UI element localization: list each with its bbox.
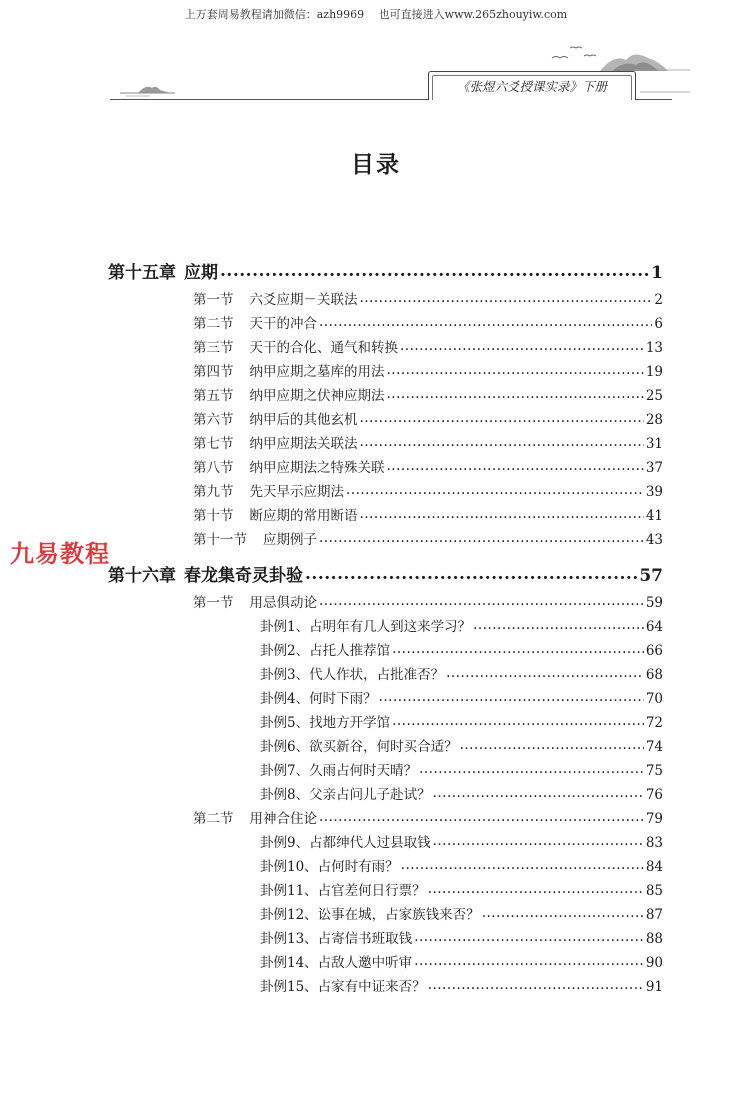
toc-section-row[interactable]	[193, 807, 663, 827]
leader-dots	[319, 531, 644, 545]
top-banner: 上万套周易教程请加微信：azh9969 也可直接进入www.265zhouyiw.com	[184, 8, 568, 21]
page-number: 39	[645, 484, 663, 500]
section-number: 第五节	[193, 388, 234, 404]
section-number: 第二节	[193, 316, 234, 332]
leader-dots	[428, 978, 644, 992]
toc-example-row[interactable]	[260, 855, 663, 875]
leader-dots	[473, 618, 644, 632]
chapter-title: 春龙集奇灵卦验	[184, 566, 303, 586]
example-title: 卦例14、占敌人邀中听审	[260, 955, 413, 971]
toc-section-row[interactable]	[193, 591, 663, 611]
leader-dots	[433, 834, 644, 848]
leader-dots	[400, 339, 644, 353]
toc-section-row[interactable]	[193, 408, 663, 428]
section-title: 纳甲后的其他玄机	[249, 412, 358, 428]
watermark: 九易教程	[10, 540, 110, 568]
section-title: 天干的冲合	[249, 316, 317, 332]
toc-section-row[interactable]	[193, 360, 663, 380]
leader-dots	[387, 387, 644, 401]
toc-section-row[interactable]	[193, 312, 663, 332]
leader-dots	[387, 459, 644, 473]
page-number: 64	[645, 619, 663, 635]
leader-dots	[319, 594, 644, 608]
section-number: 第四节	[193, 364, 234, 380]
section-title: 纳甲应期法关联法	[249, 436, 358, 452]
toc-section-row[interactable]	[193, 456, 663, 476]
chapter-label: 第十五章	[108, 263, 176, 283]
leader-dots	[392, 714, 644, 728]
page-number: 37	[645, 460, 663, 476]
section-number: 第十节	[193, 508, 234, 524]
section-number: 第六节	[193, 412, 234, 428]
example-title: 卦例9、占都绅代人过县取钱	[260, 835, 431, 851]
leader-dots	[414, 930, 644, 944]
page-number: 13	[645, 340, 663, 356]
leader-dots	[346, 483, 644, 497]
leader-dots	[220, 261, 649, 278]
page-number: 79	[645, 811, 663, 827]
section-number: 第八节	[193, 460, 234, 476]
toc-chapter-row[interactable]	[108, 561, 663, 586]
page-number: 28	[645, 412, 663, 428]
toc-example-row[interactable]	[260, 711, 663, 731]
leader-dots	[419, 762, 644, 776]
toc-example-row[interactable]	[260, 783, 663, 803]
page-number: 75	[645, 763, 663, 779]
leader-dots	[360, 507, 644, 521]
toc-example-row[interactable]	[260, 639, 663, 659]
page-number: 66	[645, 643, 663, 659]
page-number: 84	[645, 859, 663, 875]
section-number: 第二节	[193, 811, 234, 827]
toc-title: 目录	[351, 151, 401, 178]
toc-example-row[interactable]	[260, 687, 663, 707]
toc-example-row[interactable]	[260, 879, 663, 899]
toc-section-row[interactable]	[193, 432, 663, 452]
section-number: 第十一节	[193, 532, 247, 548]
section-title: 用神合住论	[249, 811, 317, 827]
section-title: 用忌俱动论	[249, 595, 317, 611]
leader-dots	[319, 810, 644, 824]
leader-dots	[379, 690, 644, 704]
page-number: 83	[645, 835, 663, 851]
chapter-label: 第十六章	[108, 566, 176, 586]
page-number: 90	[645, 955, 663, 971]
toc-section-row[interactable]	[193, 288, 663, 308]
chapter-title: 应期	[184, 263, 218, 283]
example-title: 卦例13、占寄信书班取钱	[260, 931, 413, 947]
section-title: 纳甲应期法之特殊关联	[249, 460, 385, 476]
page-number: 43	[645, 532, 663, 548]
page-number: 76	[645, 787, 663, 803]
running-header	[428, 71, 636, 100]
example-title: 卦例7、久雨占何时天晴？	[260, 763, 418, 779]
section-title: 先天早示应期法	[249, 484, 344, 500]
leader-dots	[360, 291, 653, 305]
toc-example-row[interactable]	[260, 615, 663, 635]
page-number: 72	[645, 715, 663, 731]
leader-dots	[360, 411, 644, 425]
leader-dots	[428, 882, 644, 896]
toc-section-row[interactable]	[193, 480, 663, 500]
page-number: 6	[654, 316, 663, 332]
leader-dots	[392, 642, 644, 656]
example-title: 卦例1、占明年有几人到这来学习？	[260, 619, 472, 635]
toc-example-row[interactable]	[260, 975, 663, 995]
page-number: 68	[645, 667, 663, 683]
page-number: 31	[645, 436, 663, 452]
example-title: 卦例15、占家有中证来否？	[260, 979, 426, 995]
example-title: 卦例5、找地方开学馆	[260, 715, 391, 731]
toc-example-row[interactable]	[260, 951, 663, 971]
running-header-title: 《张煜六爻授课实录》下册	[456, 79, 607, 94]
section-number: 第七节	[193, 436, 234, 452]
toc-example-row[interactable]	[260, 927, 663, 947]
toc-example-row[interactable]	[260, 903, 663, 923]
page-number: 1	[651, 263, 663, 283]
section-title: 断应期的常用断语	[249, 508, 358, 524]
page-number: 88	[645, 931, 663, 947]
toc-example-row[interactable]	[260, 663, 663, 683]
toc-example-row[interactable]	[260, 759, 663, 779]
leader-dots	[305, 564, 637, 581]
toc-example-row[interactable]	[260, 735, 663, 755]
example-title: 卦例12、讼事在城，占家族钱来否？	[260, 907, 480, 923]
section-title: 应期例子	[263, 532, 317, 548]
section-title: 六爻应期－关联法	[249, 292, 358, 308]
page-number: 2	[654, 292, 663, 308]
leader-dots	[446, 666, 644, 680]
leader-dots	[319, 315, 652, 329]
section-number: 第一节	[193, 595, 234, 611]
toc-section-row[interactable]	[193, 504, 663, 524]
toc-section-row[interactable]	[193, 384, 663, 404]
section-title: 天干的合化、通气和转换	[249, 340, 398, 356]
leader-dots	[482, 906, 644, 920]
page-number: 19	[645, 364, 663, 380]
section-title: 纳甲应期之伏神应期法	[249, 388, 385, 404]
toc-section-row[interactable]	[193, 528, 663, 548]
section-title: 纳甲应期之墓库的用法	[249, 364, 385, 380]
example-title: 卦例3、代人作状，占批准否？	[260, 667, 445, 683]
page-number: 91	[645, 979, 663, 995]
leader-dots	[433, 786, 644, 800]
toc-chapter-row[interactable]	[108, 258, 663, 283]
leader-dots	[401, 858, 644, 872]
page-number: 59	[645, 595, 663, 611]
section-number: 第一节	[193, 292, 234, 308]
example-title: 卦例4、何时下雨？	[260, 691, 377, 707]
leader-dots	[414, 954, 644, 968]
section-number: 第九节	[193, 484, 234, 500]
example-title: 卦例10、占何时有雨？	[260, 859, 399, 875]
page-number: 57	[639, 566, 663, 586]
landscape-decoration-icon	[0, 0, 752, 110]
page-number: 70	[645, 691, 663, 707]
leader-dots	[460, 738, 644, 752]
leader-dots	[360, 435, 644, 449]
page-number: 85	[645, 883, 663, 899]
toc-example-row[interactable]	[260, 831, 663, 851]
page-number: 25	[645, 388, 663, 404]
page-number: 74	[645, 739, 663, 755]
example-title: 卦例6、欲买新谷，何时买合适？	[260, 739, 458, 755]
section-number: 第三节	[193, 340, 234, 356]
toc-section-row[interactable]	[193, 336, 663, 356]
example-title: 卦例2、占托人推荐馆	[260, 643, 391, 659]
leader-dots	[387, 363, 644, 377]
example-title: 卦例11、占官差何日行票？	[260, 883, 426, 899]
page-number: 41	[645, 508, 663, 524]
page-number: 87	[645, 907, 663, 923]
example-title: 卦例8、父亲占问儿子赴试？	[260, 787, 431, 803]
